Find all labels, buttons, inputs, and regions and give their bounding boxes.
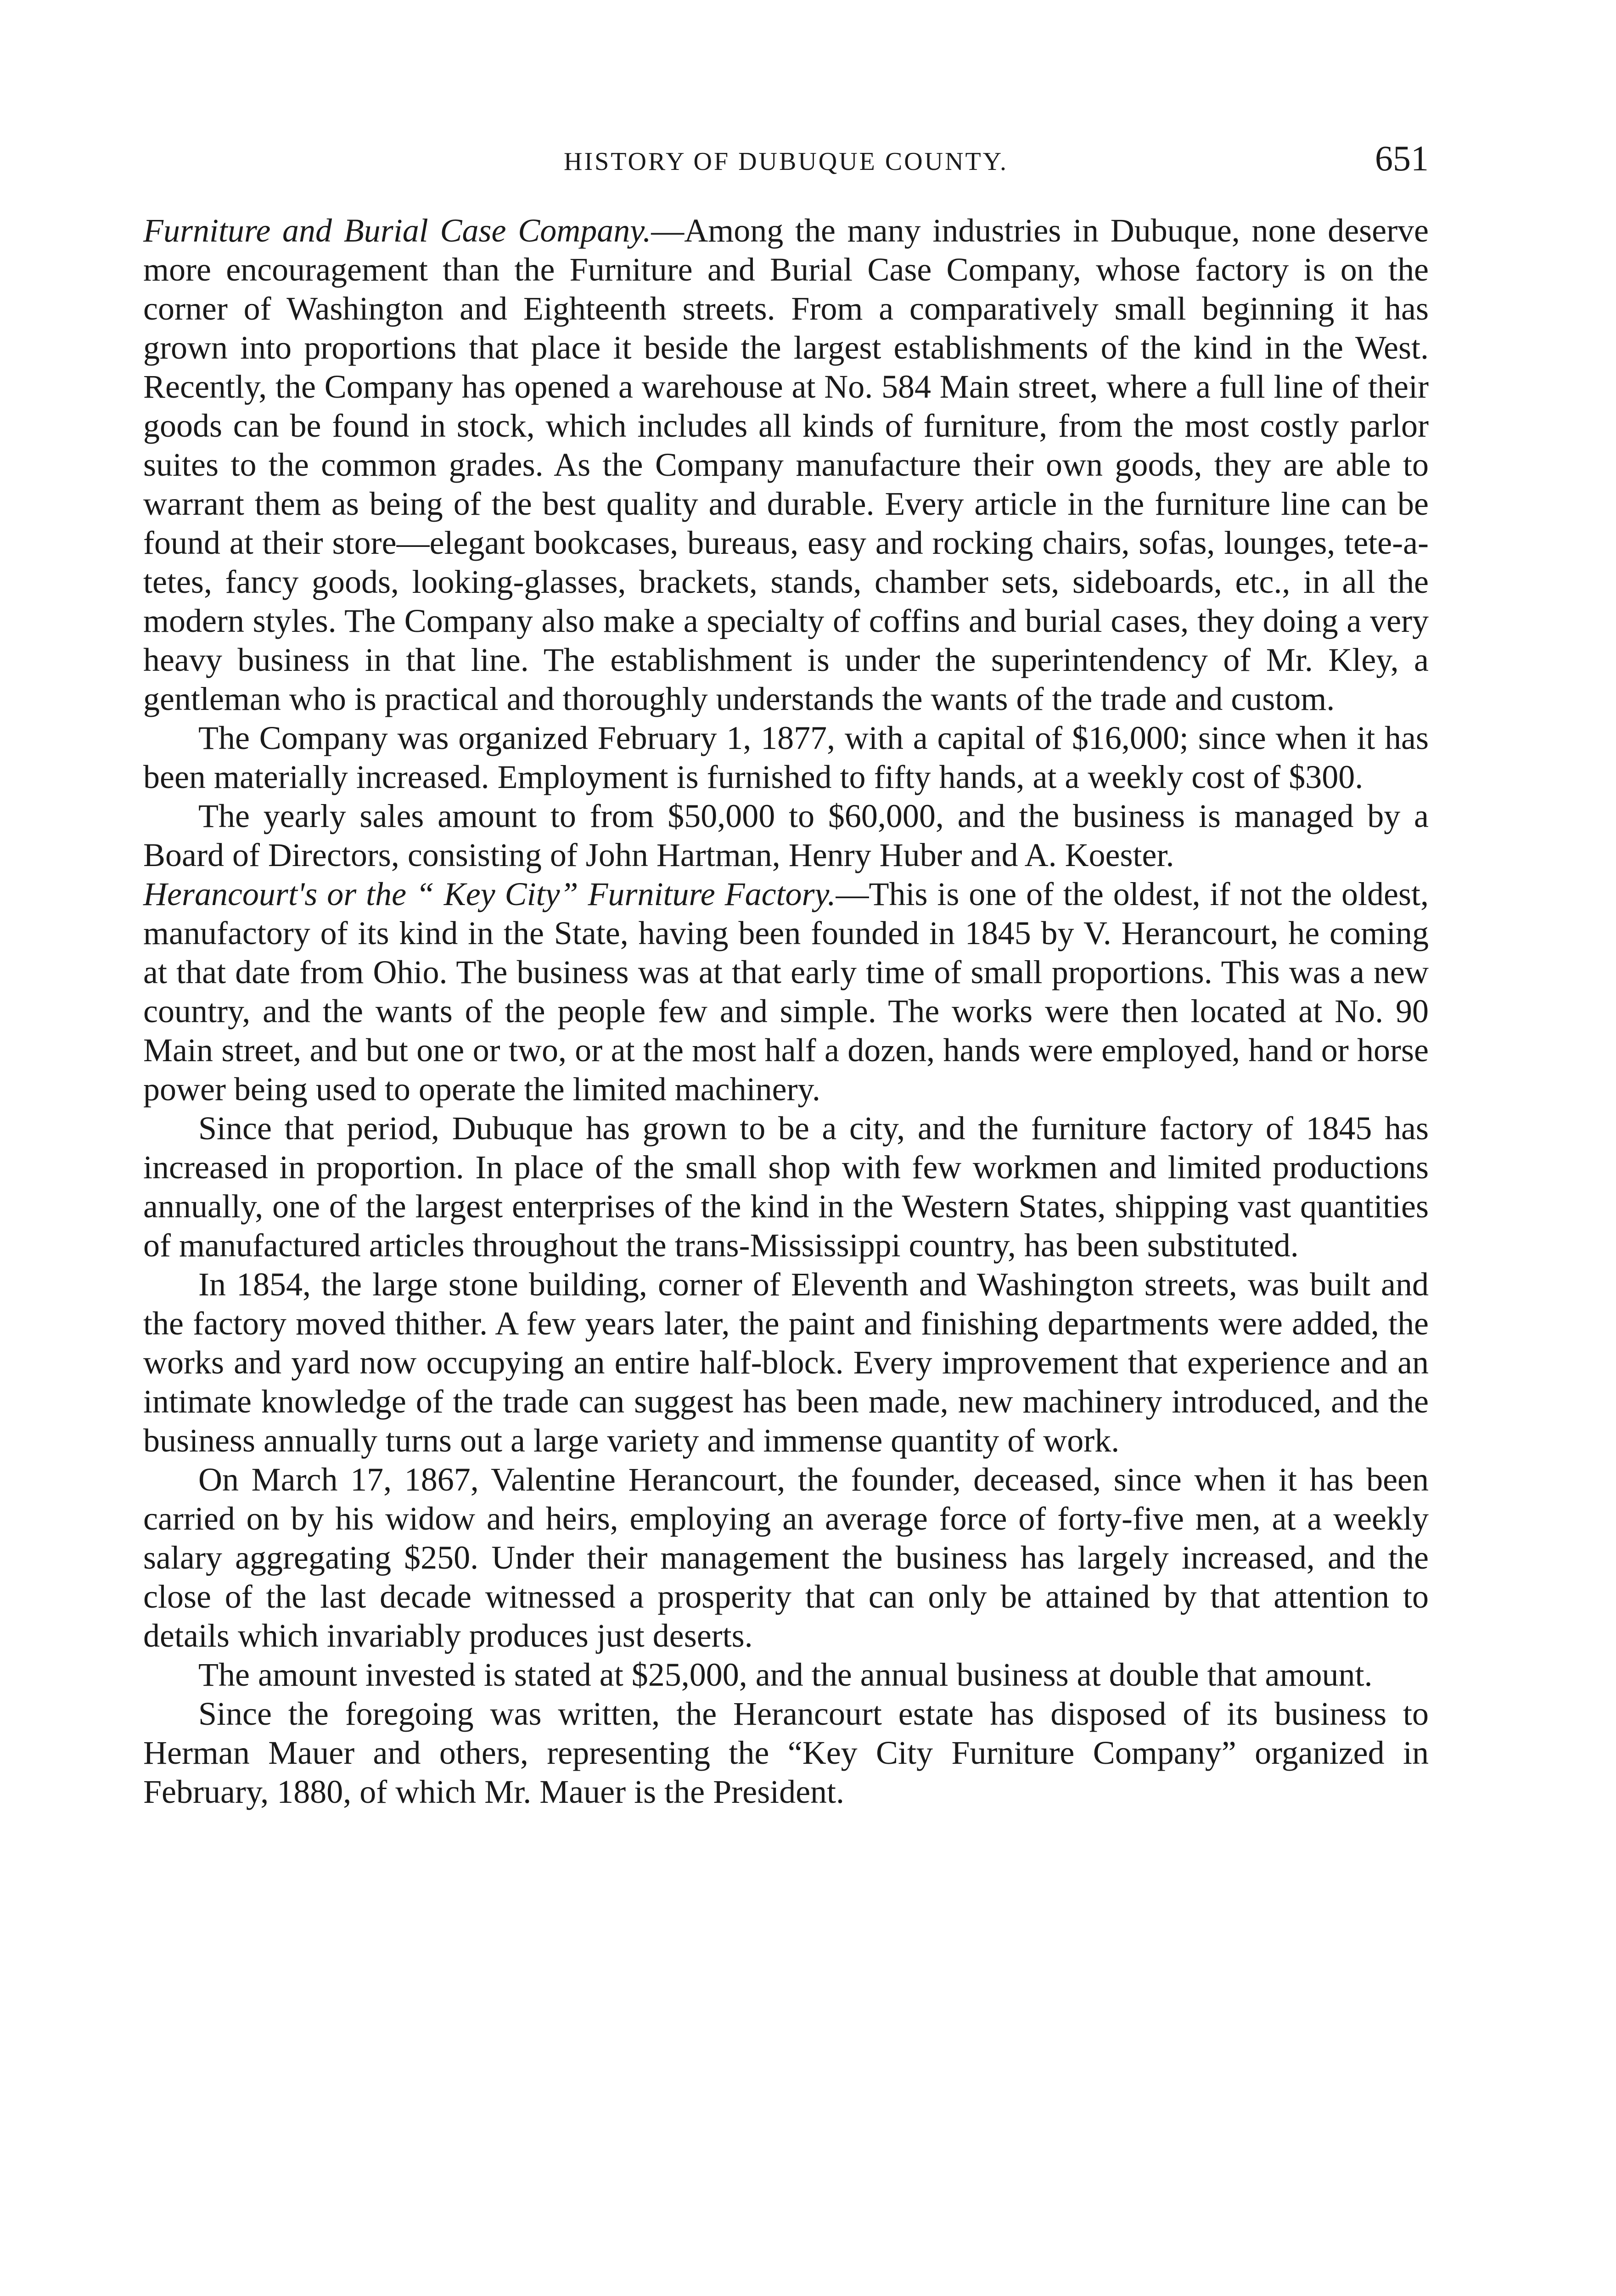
paragraph-text: —Among the many industries in Dubuque, none deserve more encouragement than the Furniture and Burial Case Company, whose factory is on the corner of Washington and Eighteenth streets. From a comparatively small beginning it has grown into proportions that place it beside the largest establishments of the kind in the West. Recently, the Company has opened a warehouse at No. 584 Main street, where a full line of their goods can be found in stock, which includes all kinds of furniture, from the most costly parlor suites to the common grades. As the Company manufacture their own goods, they are able to warrant them as being of the best quality and durable. Every article in the furniture line can be found at their store—elegant bookcases, bureaus, easy and rocking chairs, sofas, lounges, tete-a-tetes, fancy goods, looking-glasses, brackets, stands, chamber sets, sideboards, etc., in all the modern styles. The Company also make a specialty of coffins and burial cases, they doing a very heavy business in that line. The establishment is under the superintendency of Mr. Kley, a gentleman who is practical and thoroughly understands the wants of the trade and custom. <box>143 212 1429 717</box>
book-page <box>143 138 1429 1812</box>
running-header <box>143 138 1429 188</box>
page-number: 651 <box>1375 138 1429 178</box>
paragraph-yearly-sales: The yearly sales amount to from $50,000 to $60,000, and the business is managed by a Board of Directors, consisting of John Hartman, Henry Huber and A. Koester. <box>143 798 1429 873</box>
section-heading-key-city-factory: Herancourt's or the “ Key City” Furniture Factory. <box>143 876 836 912</box>
section-heading-furniture-burial-case: Furniture and Burial Case Company. <box>143 212 651 249</box>
paragraph-organization: The Company was organized February 1, 1877, with a capital of $16,000; since when it has been materially increased. Employment is furnished to fifty hands, at a weekly cost of $300. <box>143 720 1429 795</box>
paragraph-growth: Since that period, Dubuque has grown to be a city, and the furniture factory of 1845 has increased in proportion. In place of the small shop with few workmen and limited productions annually, one of the largest enterprises of the kind in the Western States, shipping vast quantities of manufactured articles throughout the trans-Mississippi country, has been substituted. <box>143 1110 1429 1264</box>
paragraph-text: —This is one of the oldest, if not the oldest, manufactory of its kind in the State, having been founded in 1845 by V. Herancourt, he coming at that date from Ohio. The business was at that early time of small proportions. This was a new country, and the wants of the people few and simple. The works were then located at No. 90 Main street, and but one or two, or at the most half a dozen, hands were employed, hand or horse power being used to operate the limited machinery. <box>143 876 1429 1108</box>
running-title: HISTORY OF DUBUQUE COUNTY. <box>564 147 1008 176</box>
paragraph-1854-building: In 1854, the large stone building, corner of Eleventh and Washington streets, was built and the factory moved thither. A few years later, the paint and finishing departments were added, the works and yard now occupying an entire half-block. Every improvement that experience and an intimate knowledge of the trade can suggest has been made, new machinery introduced, and the business annually turns out a large variety and immense quantity of work. <box>143 1266 1429 1459</box>
paragraph-estate-sale: Since the foregoing was written, the Herancourt estate has disposed of its business to Herman Mauer and others, representing the “Key City Furniture Company” organized in February, 1880, of which Mr. Mauer is the President. <box>143 1695 1429 1810</box>
paragraph-amount-invested: The amount invested is stated at $25,000, and the annual business at double that amount. <box>198 1656 1373 1693</box>
paragraph-herancourt-factory <box>143 875 1429 1109</box>
paragraph-founder-death: On March 17, 1867, Valentine Herancourt, the founder, deceased, since when it has been carried on by his widow and heirs, employing an average force of forty-five men, at a weekly salary aggregating $250. Under their management the business has largely increased, and the close of the last decade witnessed a prosperity that can only be attained by that attention to details which invariably produces just deserts. <box>143 1461 1429 1654</box>
body-text <box>143 211 1429 1812</box>
paragraph-furniture-burial-case <box>143 211 1429 719</box>
